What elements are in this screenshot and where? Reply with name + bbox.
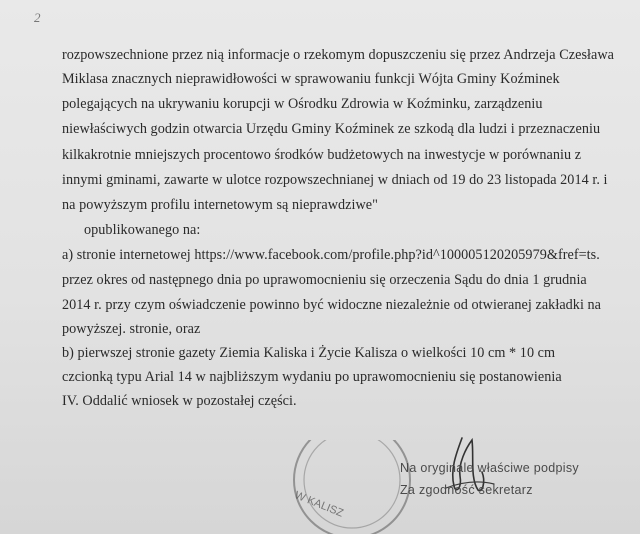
- text-line-14: czcionką typu Arial 14 w najbliższym wydaniu po uprawomocnieniu się postanowienia: [62, 369, 562, 385]
- official-stamp: [270, 440, 420, 534]
- text-line-9: a) stronie internetowej https://www.facebook.com/profile.php?id^100005120205979&fref=ts.: [62, 247, 600, 263]
- text-line-7: na powyższym profilu internetowym są nieprawdziwe": [62, 197, 378, 213]
- text-line-6: innymi gminami, zawarte w ulotce rozpowszechnianej w dniach od 19 do 23 listopada 2014 r. i: [62, 172, 608, 188]
- text-line-12: powyższej. stronie, oraz: [62, 321, 201, 337]
- text-line-15: IV. Oddalić wniosek w pozostałej części.: [62, 393, 297, 409]
- text-line-11: 2014 r. przy czym oświadczenie powinno być widoczne niezależnie od otwieranej zakładki na: [62, 297, 602, 313]
- text-line-5: kilkakrotnie mniejszych procentowo środków budżetowych na inwestycje w porównaniu z: [62, 147, 582, 163]
- text-line-10: przez okres od następnego dnia po uprawomocnieniu się orzeczenia Sądu do dnia 1 grudnia: [62, 272, 587, 288]
- text-line-13: b) pierwszej stronie gazety Ziemia Kaliska i Życie Kalisza o wielkości 10 cm * 10 cm: [62, 345, 556, 361]
- text-line-1: rozpowszechnione przez nią informacje o rzekomym dopuszczeniu się przez Andrzeja Czesława: [62, 47, 614, 63]
- text-line-2: Miklasa znacznych nieprawidłowości w sprawowaniu funkcji Wójta Gminy Koźminek: [62, 71, 560, 87]
- stamp-text: W KALISZ: [292, 489, 345, 520]
- signature-note-certified: Za zgodność sekretarz: [400, 483, 533, 497]
- text-line-3: polegających na ukrywaniu korupcji w Ośrodku Zdrowia w Koźminku, zarządzeniu: [62, 96, 543, 112]
- signature-note-original: Na oryginale właściwe podpisy: [400, 461, 579, 475]
- text-line-4: niewłaściwych godzin otwarcia Urzędu Gminy Koźminek ze szkodą dla ludzi i przeznaczeniu: [62, 121, 601, 137]
- page-number: 2: [34, 10, 41, 25]
- text-line-8: opublikowanego na:: [84, 222, 201, 238]
